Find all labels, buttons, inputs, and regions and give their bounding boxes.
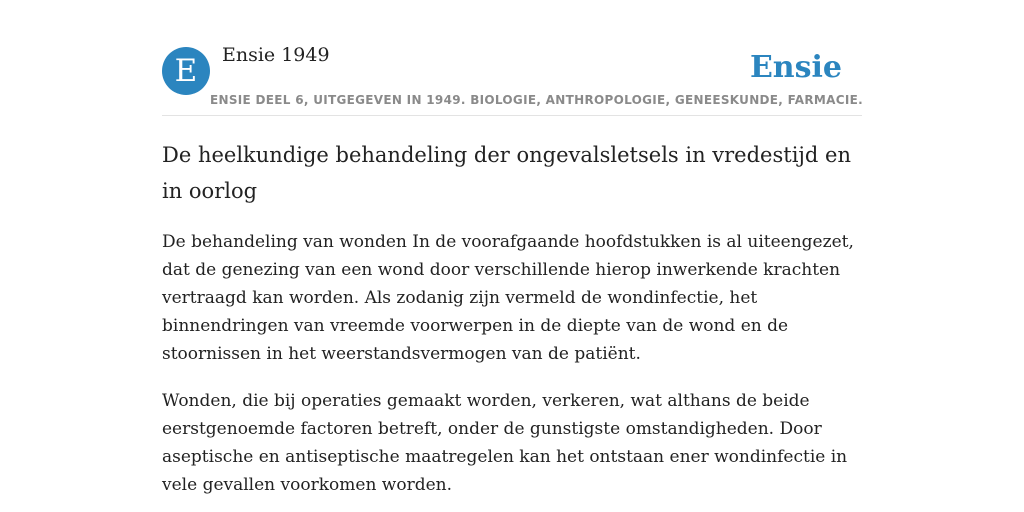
- article-paragraph-2: Wonden, die bij operaties gemaakt worden, verkeren, wat althans de beide eerstgenoemde factoren betreft, onder de gunstigste omstandigheden. Door aseptische en antiseptische maatregelen kan het ontstaan ener wondinfectie in vele gevallen voorkomen worden.: [162, 391, 848, 495]
- header-divider: [162, 115, 862, 116]
- article-paragraph-1: De behandeling van wonden In de voorafgaande hoofdstukken is al uiteengezet, dat de genezing van een wond door verschillende hierop inwerkende krachten vertraagd kan worden. Als zodanig zijn vermeld de wondinfectie, het binnendringen van vreemde voorwerpen in de diepte van de wond en de stoornissen in het weerstandsvermogen van de patiënt.: [162, 232, 854, 364]
- ensie-logo-icon[interactable]: E: [162, 47, 210, 95]
- source-subtitle: ENSIE DEEL 6, UITGEGEVEN IN 1949. BIOLOGIE, ANTHROPOLOGIE, GENEESKUNDE, FARMACIE.: [210, 93, 863, 107]
- article-title: De heelkundige behandeling der ongevalsletsels in vredestijd en in oorlog: [162, 143, 851, 203]
- brand-logo[interactable]: Ensie: [749, 50, 842, 85]
- source-title[interactable]: Ensie 1949: [222, 44, 330, 66]
